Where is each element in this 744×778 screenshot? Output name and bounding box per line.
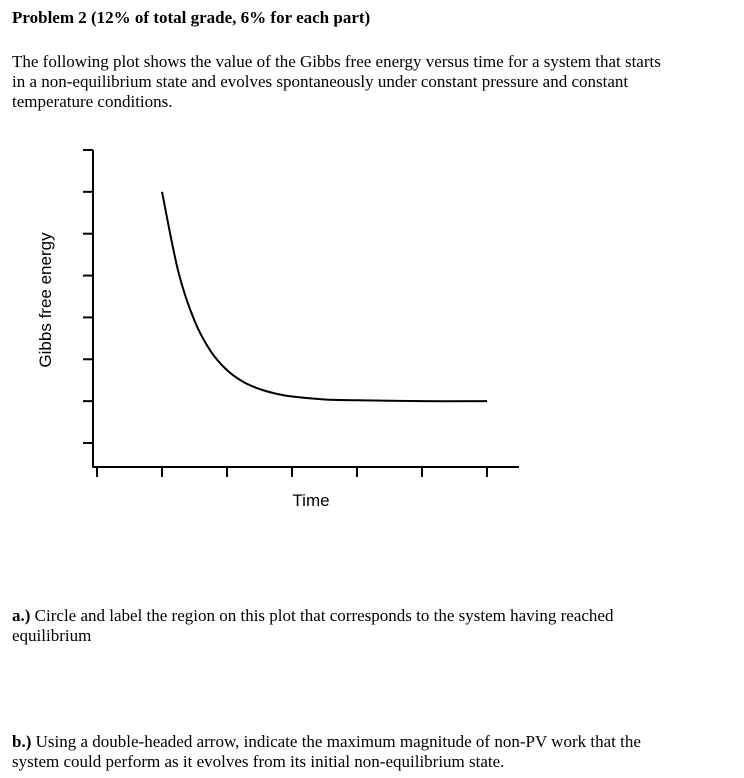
intro-line: temperature conditions.: [12, 92, 173, 111]
problem-title: Problem 2 (12% of total grade, 6% for each part): [12, 8, 371, 27]
x-axis-label: Time: [292, 491, 330, 510]
part-a-label: a.): [12, 606, 31, 625]
intro-line: The following plot shows the value of the Gibbs free energy versus time for a system that starts: [12, 52, 661, 71]
chart-axes: [92, 150, 519, 468]
part-b-text: Using a double-headed arrow, indicate the maximum magnitude of non-PV work that the: [31, 732, 641, 751]
y-axis-label: Gibbs free energy: [36, 232, 55, 368]
part-a-text: Circle and label the region on this plot that corresponds to the system having reached: [30, 606, 614, 625]
x-ticks: [97, 467, 487, 477]
part-b-text-cont: system could perform as it evolves from its initial non-equilibrium state.: [12, 752, 505, 771]
part-b-question: [12, 732, 641, 772]
intro-line: in a non-equilibrium state and evolves spontaneously under constant pressure and constant: [12, 72, 629, 91]
part-a-text-cont: equilibrium: [12, 626, 92, 645]
part-b-label: b.): [12, 732, 32, 751]
gibbs-curve: [162, 192, 487, 401]
part-a-question: [12, 606, 613, 646]
y-ticks: [83, 150, 93, 443]
